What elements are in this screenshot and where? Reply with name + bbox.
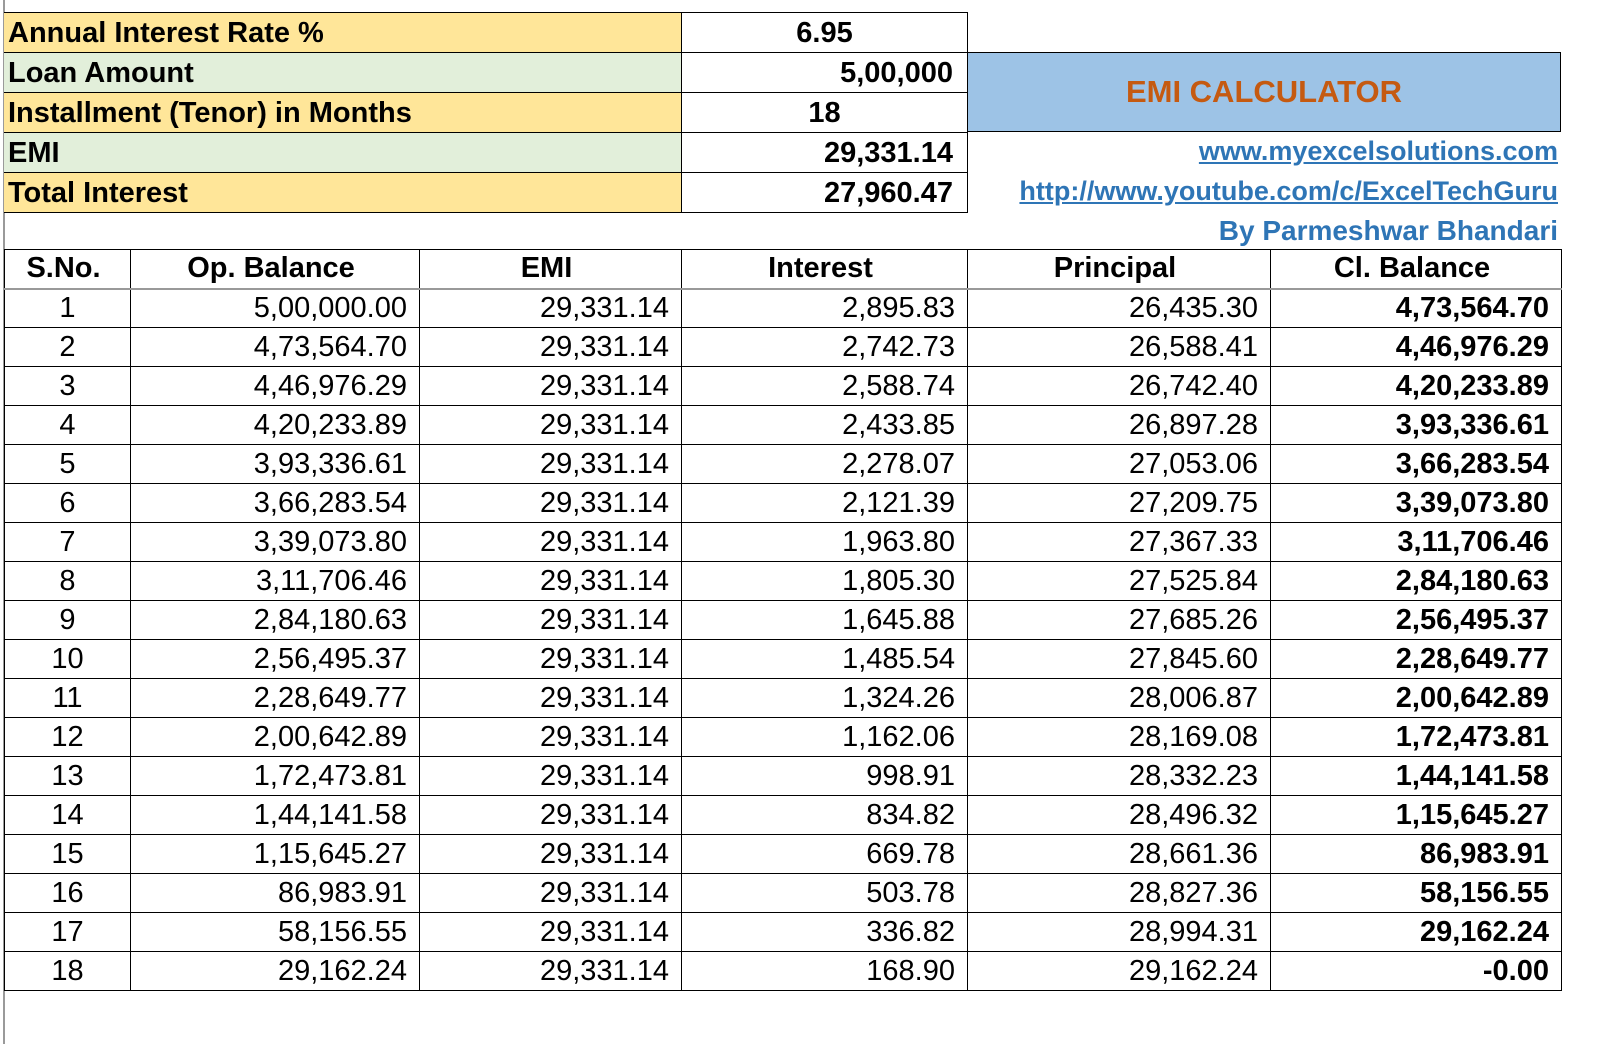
label-loan-amount: Loan Amount — [4, 53, 682, 93]
cell-emi: 29,331.14 — [420, 445, 682, 484]
table-row — [5, 835, 1562, 874]
cell-principal: 28,496.32 — [968, 796, 1271, 835]
cell-cl-balance: 2,00,642.89 — [1271, 679, 1562, 718]
cell-cl-balance: 3,39,073.80 — [1271, 484, 1562, 523]
cell-sno: 12 — [5, 718, 131, 757]
cell-sno: 3 — [5, 367, 131, 406]
cell-emi: 29,331.14 — [420, 913, 682, 952]
label-tenor: Installment (Tenor) in Months — [4, 93, 682, 133]
header-principal: Principal — [968, 250, 1271, 289]
cell-emi: 29,331.14 — [420, 484, 682, 523]
cell-op-balance: 86,983.91 — [131, 874, 420, 913]
emi-result: 29,331.14 — [681, 133, 968, 173]
cell-cl-balance: 29,162.24 — [1271, 913, 1562, 952]
cell-op-balance: 2,84,180.63 — [131, 601, 420, 640]
cell-op-balance: 1,44,141.58 — [131, 796, 420, 835]
cell-interest: 1,963.80 — [682, 523, 968, 562]
table-row — [5, 367, 1562, 406]
cell-principal: 27,367.33 — [968, 523, 1271, 562]
banner-title: EMI CALCULATOR — [1125, 74, 1403, 109]
cell-sno: 1 — [5, 289, 131, 328]
cell-emi: 29,331.14 — [420, 874, 682, 913]
table-row — [5, 679, 1562, 718]
youtube-link[interactable]: http://www.youtube.com/c/ExcelTechGuru — [1019, 176, 1558, 206]
website-link[interactable]: www.myexcelsolutions.com — [1198, 136, 1558, 166]
cell-sno: 16 — [5, 874, 131, 913]
cell-sno: 9 — [5, 601, 131, 640]
cell-emi: 29,331.14 — [420, 952, 682, 991]
cell-cl-balance: 4,20,233.89 — [1271, 367, 1562, 406]
table-header-row — [5, 250, 1562, 289]
cell-principal: 27,053.06 — [968, 445, 1271, 484]
cell-principal: 28,006.87 — [968, 679, 1271, 718]
tenor-input[interactable]: 18 — [681, 93, 968, 133]
cell-sno: 17 — [5, 913, 131, 952]
cell-principal: 28,661.36 — [968, 835, 1271, 874]
cell-emi: 29,331.14 — [420, 796, 682, 835]
cell-interest: 1,805.30 — [682, 562, 968, 601]
cell-emi: 29,331.14 — [420, 679, 682, 718]
cell-cl-balance: 4,73,564.70 — [1271, 289, 1562, 328]
cell-interest: 2,895.83 — [682, 289, 968, 328]
cell-cl-balance: 3,93,336.61 — [1271, 406, 1562, 445]
cell-op-balance: 2,56,495.37 — [131, 640, 420, 679]
cell-principal: 27,845.60 — [968, 640, 1271, 679]
cell-principal: 27,525.84 — [968, 562, 1271, 601]
cell-op-balance: 3,93,336.61 — [131, 445, 420, 484]
cell-cl-balance: 2,56,495.37 — [1271, 601, 1562, 640]
cell-cl-balance: 86,983.91 — [1271, 835, 1562, 874]
cell-emi: 29,331.14 — [420, 406, 682, 445]
cell-principal: 28,332.23 — [968, 757, 1271, 796]
cell-principal: 26,897.28 — [968, 406, 1271, 445]
interest-rate-input[interactable]: 6.95 — [681, 13, 968, 53]
cell-op-balance: 4,46,976.29 — [131, 367, 420, 406]
cell-emi: 29,331.14 — [420, 289, 682, 328]
cell-cl-balance: 2,28,649.77 — [1271, 640, 1562, 679]
cell-cl-balance: 58,156.55 — [1271, 874, 1562, 913]
header-emi: EMI — [420, 250, 682, 289]
cell-cl-balance: -0.00 — [1271, 952, 1562, 991]
author-credit: By Parmeshwar Bhandari — [1218, 215, 1558, 246]
table-row — [5, 289, 1562, 328]
cell-principal: 29,162.24 — [968, 952, 1271, 991]
cell-emi: 29,331.14 — [420, 523, 682, 562]
cell-cl-balance: 1,15,645.27 — [1271, 796, 1562, 835]
cell-op-balance: 29,162.24 — [131, 952, 420, 991]
cell-cl-balance: 3,11,706.46 — [1271, 523, 1562, 562]
cell-op-balance: 1,15,645.27 — [131, 835, 420, 874]
cell-op-balance: 58,156.55 — [131, 913, 420, 952]
cell-principal: 27,685.26 — [968, 601, 1271, 640]
label-total-interest: Total Interest — [4, 173, 682, 213]
label-emi: EMI — [4, 133, 682, 173]
cell-emi: 29,331.14 — [420, 640, 682, 679]
cell-interest: 2,121.39 — [682, 484, 968, 523]
cell-op-balance: 4,20,233.89 — [131, 406, 420, 445]
amortization-table — [4, 249, 1562, 991]
cell-principal: 27,209.75 — [968, 484, 1271, 523]
cell-sno: 5 — [5, 445, 131, 484]
cell-interest: 834.82 — [682, 796, 968, 835]
cell-sno: 11 — [5, 679, 131, 718]
cell-interest: 669.78 — [682, 835, 968, 874]
cell-emi: 29,331.14 — [420, 757, 682, 796]
cell-sno: 13 — [5, 757, 131, 796]
cell-emi: 29,331.14 — [420, 835, 682, 874]
header-op-balance: Op. Balance — [131, 250, 420, 289]
cell-interest: 2,742.73 — [682, 328, 968, 367]
table-row — [5, 484, 1562, 523]
table-row — [5, 874, 1562, 913]
table-row — [5, 640, 1562, 679]
cell-principal: 28,994.31 — [968, 913, 1271, 952]
header-interest: Interest — [682, 250, 968, 289]
cell-cl-balance: 4,46,976.29 — [1271, 328, 1562, 367]
table-row — [5, 562, 1562, 601]
cell-sno: 2 — [5, 328, 131, 367]
cell-emi: 29,331.14 — [420, 601, 682, 640]
cell-op-balance: 3,39,073.80 — [131, 523, 420, 562]
cell-cl-balance: 2,84,180.63 — [1271, 562, 1562, 601]
label-interest-rate: Annual Interest Rate % — [4, 13, 682, 53]
table-row — [5, 757, 1562, 796]
cell-principal: 26,435.30 — [968, 289, 1271, 328]
cell-sno: 10 — [5, 640, 131, 679]
cell-op-balance: 2,00,642.89 — [131, 718, 420, 757]
cell-cl-balance: 3,66,283.54 — [1271, 445, 1562, 484]
cell-cl-balance: 1,44,141.58 — [1271, 757, 1562, 796]
cell-principal: 26,588.41 — [968, 328, 1271, 367]
cell-sno: 4 — [5, 406, 131, 445]
table-row — [5, 718, 1562, 757]
cell-op-balance: 3,11,706.46 — [131, 562, 420, 601]
header-cl-balance: Cl. Balance — [1271, 250, 1562, 289]
cell-op-balance: 2,28,649.77 — [131, 679, 420, 718]
cell-emi: 29,331.14 — [420, 562, 682, 601]
cell-op-balance: 5,00,000.00 — [131, 289, 420, 328]
cell-cl-balance: 1,72,473.81 — [1271, 718, 1562, 757]
table-row — [5, 913, 1562, 952]
table-row — [5, 445, 1562, 484]
cell-interest: 336.82 — [682, 913, 968, 952]
table-row — [5, 523, 1562, 562]
table-row — [5, 406, 1562, 445]
cell-interest: 2,278.07 — [682, 445, 968, 484]
cell-sno: 7 — [5, 523, 131, 562]
table-row — [5, 601, 1562, 640]
cell-op-balance: 1,72,473.81 — [131, 757, 420, 796]
cell-interest: 1,324.26 — [682, 679, 968, 718]
cell-interest: 998.91 — [682, 757, 968, 796]
cell-sno: 14 — [5, 796, 131, 835]
cell-sno: 18 — [5, 952, 131, 991]
cell-principal: 28,827.36 — [968, 874, 1271, 913]
cell-sno: 6 — [5, 484, 131, 523]
cell-interest: 2,433.85 — [682, 406, 968, 445]
cell-sno: 15 — [5, 835, 131, 874]
total-interest-result: 27,960.47 — [681, 173, 968, 213]
cell-op-balance: 3,66,283.54 — [131, 484, 420, 523]
cell-interest: 168.90 — [682, 952, 968, 991]
table-row — [5, 952, 1562, 991]
cell-emi: 29,331.14 — [420, 328, 682, 367]
table-row — [5, 328, 1562, 367]
loan-amount-input[interactable]: 5,00,000 — [681, 53, 968, 93]
cell-interest: 1,645.88 — [682, 601, 968, 640]
cell-emi: 29,331.14 — [420, 718, 682, 757]
cell-op-balance: 4,73,564.70 — [131, 328, 420, 367]
cell-interest: 503.78 — [682, 874, 968, 913]
cell-emi: 29,331.14 — [420, 367, 682, 406]
cell-principal: 26,742.40 — [968, 367, 1271, 406]
cell-interest: 1,485.54 — [682, 640, 968, 679]
cell-interest: 1,162.06 — [682, 718, 968, 757]
cell-interest: 2,588.74 — [682, 367, 968, 406]
cell-principal: 28,169.08 — [968, 718, 1271, 757]
cell-sno: 8 — [5, 562, 131, 601]
table-row — [5, 796, 1562, 835]
emi-calculator-banner — [967, 52, 1561, 132]
header-sno: S.No. — [5, 250, 131, 289]
